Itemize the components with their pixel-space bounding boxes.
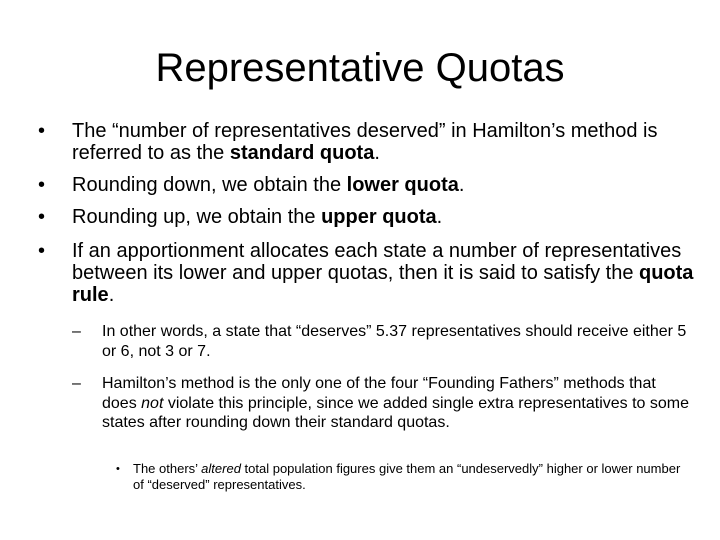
bullet-text-end: . [374,142,380,164]
sub-bullet-example [72,322,692,361]
dash-marker: – [72,323,81,340]
bullet-text: The “number of representatives deserved” in Hamilton’s method is referred to as the [72,120,658,164]
bullet-marker: • [38,174,46,196]
bullet-text-end: . [436,206,443,228]
bullet-quota-rule [38,240,702,306]
term-upper-quota: upper quota [321,206,437,228]
bullet-marker: • [38,240,46,262]
bullet-marker: • [116,463,120,475]
bullet-upper-quota [38,206,702,228]
bullet-lower-quota [38,174,702,196]
bullet-text-end: . [108,284,115,306]
term-lower-quota: lower quota [346,174,459,196]
sub-bullet-text-end: violate this principle, since we added single extra representatives to some states after rounding down their standard quotas. [102,394,689,431]
sub-sub-bullet-others [116,461,683,493]
bullet-text: Rounding up, we obtain the [72,206,322,228]
bullet-text-end: . [458,174,465,196]
sub-bullet-text: Hamilton’s method is the only one of the four “Founding Fathers” methods that does [102,375,656,412]
bullet-standard-quota [38,120,702,164]
sub-sub-bullet-text: The others’ [133,461,202,476]
bullet-marker: • [38,120,46,142]
emphasis-not: not [141,394,164,412]
dash-marker: – [72,375,81,392]
bullet-text: Rounding down, we obtain the [72,174,347,196]
term-standard-quota: standard quota [229,142,375,164]
sub-sub-bullet-text-end: total population figures give them an “undeservedly” higher or lower number of “deserved” representatives. [133,461,681,492]
sub-bullet-text: In other words, a state that “deserves” 5.37 representatives should receive either 5 or 6, not 3 or 7. [102,323,687,360]
slide-title: Representative Quotas [155,46,565,90]
bullet-text: If an apportionment allocates each state a number of representatives between its lower and upper quotas, then it is said to satisfy the [72,240,682,284]
term-quota-rule: quota rule [72,262,694,306]
bullet-marker: • [38,206,46,228]
emphasis-altered: altered [201,461,241,476]
sub-bullet-hamilton [72,374,692,433]
